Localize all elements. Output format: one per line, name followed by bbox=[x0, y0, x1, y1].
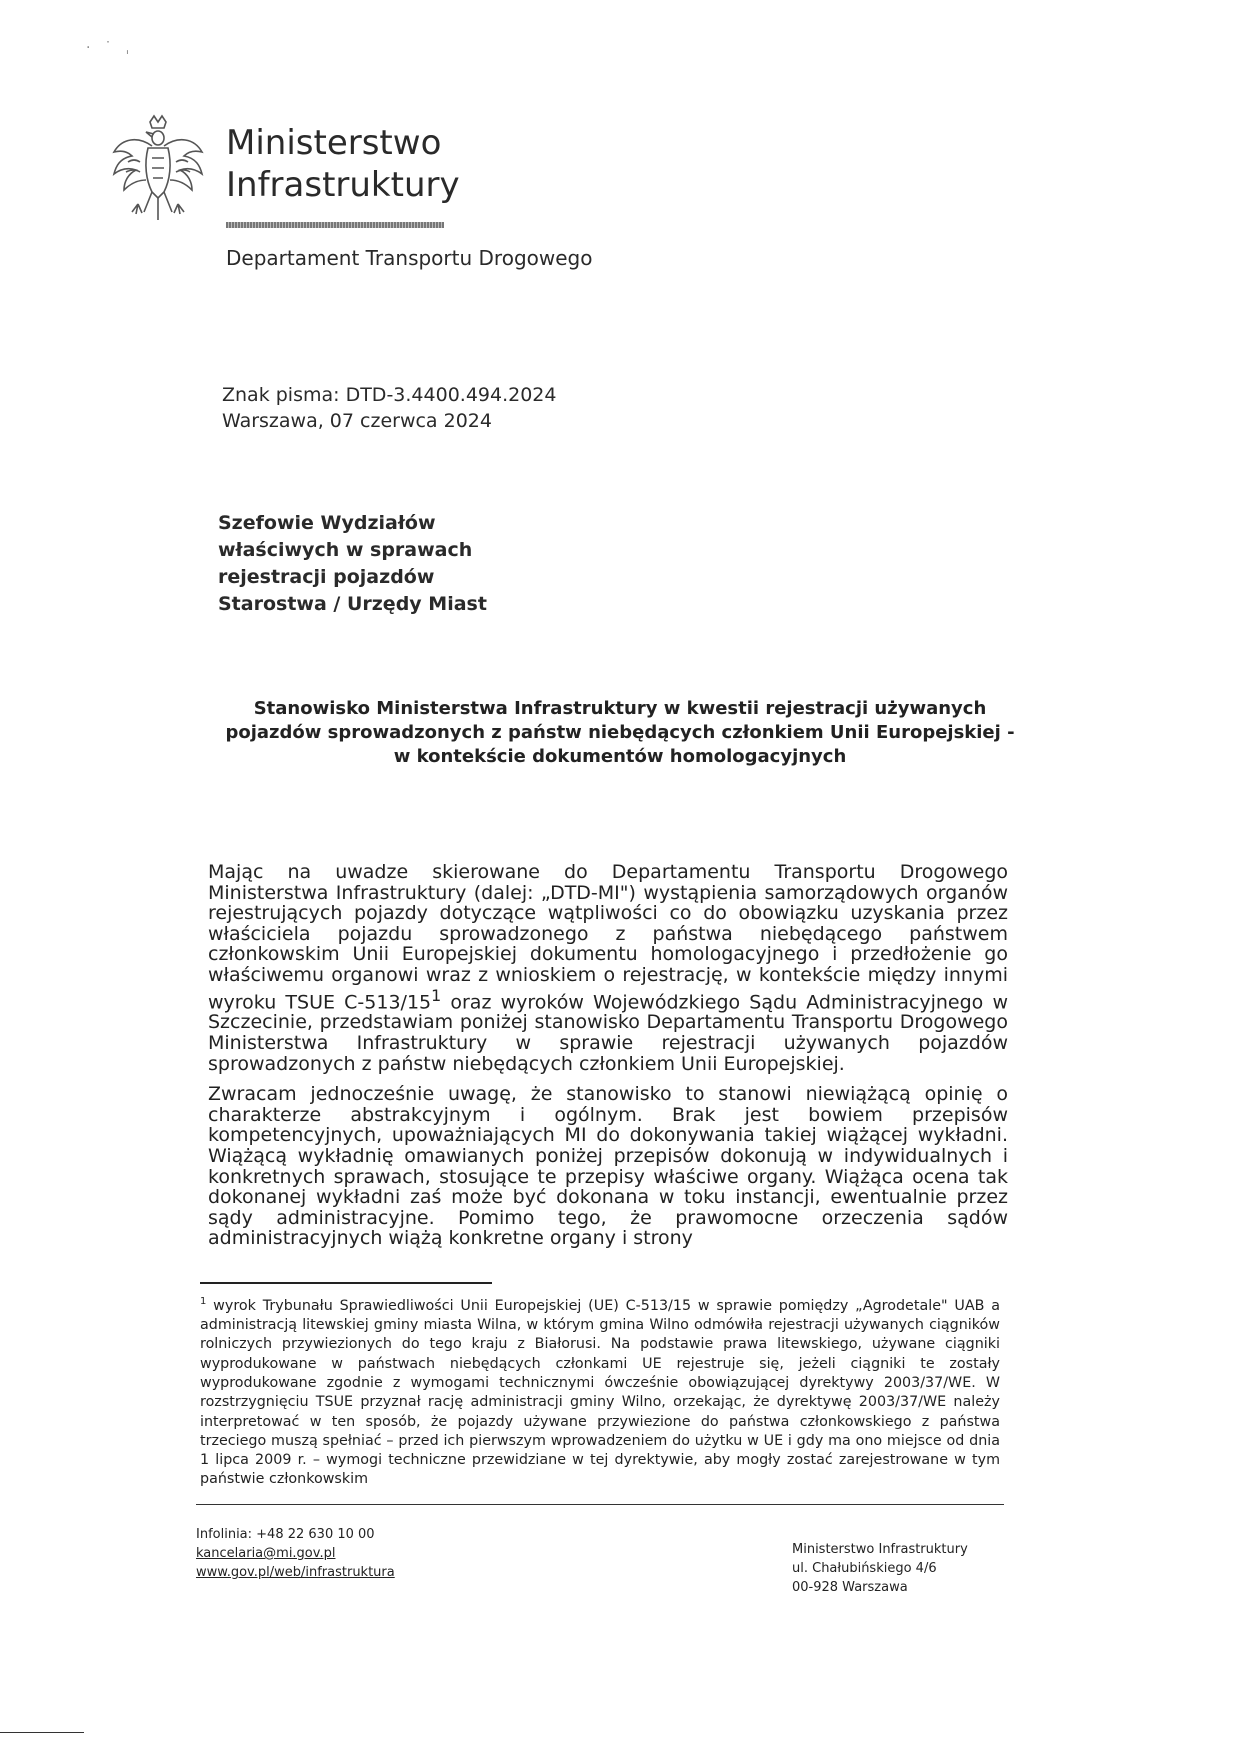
polish-eagle-emblem-icon bbox=[108, 112, 208, 232]
reference-block bbox=[222, 382, 556, 434]
addressee-line: rejestracji pojazdów bbox=[218, 566, 435, 588]
website-link[interactable]: www.gov.pl/web/infrastruktura bbox=[196, 1565, 395, 1580]
scan-edge-mark bbox=[0, 1732, 84, 1733]
footnote-text: wyrok Trybunału Sprawiedliwości Unii Europejskiej (UE) C-513/15 w sprawie pomiędzy „Agrodetale" UAB a administracją litewskiej gminy miasta Wilna, w którym gmina Wilno odmówiła rejestracji używanych ciągników rolniczych przywiezionych do tego kraju z Białorusi. Na podstawie prawa litewskiego, używane ciągniki wyprodukowane w państwach niebędących członkami UE rejestruje się, jeżeli ciągniki te zostały wyprodukowane zgodnie z wymogami technicznymi ówcześnie obowiązującej dyrektywy 2003/37/WE. W rozstrzygnięciu TSUE przyznał rację administracji gminy Wilno, orzekając, że dyrektywę 2003/37/WE należy interpretować w ten sposób, że pojazdy używane przywiezione do państwa członkowskiego z państwa trzeciego muszą spełniać – przed ich pierwszym wprowadzeniem do użytku w UE i gdy ma ono miejsce od dnia 1 lipca 2009 r. – wymogi techniczne przewidziane w tej dyrektywie, aby mogły zostać zarejestrowane w tym państwie członkowskim bbox=[200, 1297, 1000, 1488]
address-line: ul. Chałubińskiego 4/6 bbox=[792, 1561, 937, 1576]
addressee-line: Starostwa / Urzędy Miast bbox=[218, 593, 487, 615]
department-name: Departament Transportu Drogowego bbox=[226, 246, 593, 270]
addressee-line: Szefowie Wydziałów bbox=[218, 512, 436, 534]
footnote-reference: 1 bbox=[431, 985, 442, 1005]
case-number: Znak pisma: DTD-3.4400.494.2024 bbox=[222, 384, 557, 406]
contact-block bbox=[196, 1525, 395, 1582]
header-divider bbox=[226, 222, 444, 228]
address-line: Ministerstwo Infrastruktury bbox=[792, 1542, 968, 1557]
footnote bbox=[200, 1292, 1000, 1490]
footnote-separator bbox=[200, 1282, 492, 1284]
ministry-name-line2: Infrastruktury bbox=[226, 165, 460, 205]
ministry-name-line1: Ministerstwo bbox=[226, 123, 442, 163]
address-block bbox=[792, 1540, 968, 1597]
addressee-block bbox=[218, 510, 487, 618]
body-paragraph-1 bbox=[208, 862, 1008, 1074]
hotline: Infolinia: +48 22 630 10 00 bbox=[196, 1527, 375, 1542]
place-date: Warszawa, 07 czerwca 2024 bbox=[222, 410, 492, 432]
letter-body bbox=[208, 862, 1008, 1259]
paragraph-text: Mając na uwadze skierowane do Departamentu Transportu Drogowego Ministerstwa Infrastruktury (dalej: „DTD-MI") wystąpienia samorządowych organów rejestrujących pojazdy dotyczące wątpliwości co do obowiązku uzyskania przez właściciela pojazdu sprowadzonego z państwa niebędącego państwem członkowskim Unii Europejskiej dokumentu homologacyjnego i przedłożenie go właściwemu organowi wraz z wnioskiem o rejestrację, w kontekście między innymi wyroku TSUE C-513/15 bbox=[208, 861, 1008, 1013]
addressee-line: właściwych w sprawach bbox=[218, 539, 473, 561]
letter-subject: Stanowisko Ministerstwa Infrastruktury w kwestii rejestracji używanych pojazdów sprowadzonych z państw niebędących członkiem Unii Europejskiej - w kontekście dokumentów homologacyjnych bbox=[225, 698, 1015, 767]
ministry-name bbox=[226, 122, 460, 206]
body-paragraph-2: Zwracam jednocześnie uwagę, że stanowisko to stanowi niewiążącą opinię o charakterze abstrakcyjnym i ogólnym. Brak jest bowiem przepisów kompetencyjnych, upoważniających MI do dokonywania takiej wiążącej wykładni. Wiążącą wykładnię omawianych poniżej przepisów dokonują w indywidualnych i konkretnych sprawach, stosujące te przepisy właściwe organy. Wiążąca ocena tak dokonanej wykładni zaś może być dokonana w toku instancji, ewentualnie przez sądy administracyjne. Pomimo tego, że prawomocne orzeczenia sądów administracyjnych wiążą konkretne organy i strony bbox=[208, 1083, 1008, 1250]
scan-specks: ·˙ˌ bbox=[86, 40, 144, 56]
paragraph-text: oraz wyroków Wojewódzkiego Sądu Administracyjnego w Szczecinie, przedstawiam poniżej stanowisko Departamentu Transportu Drogowego Ministerstwa Infrastruktury w sprawie rejestracji używanych pojazdów sprowadzonych z państw niebędących członkiem Unii Europejskiej. bbox=[208, 990, 1008, 1075]
address-line: 00-928 Warszawa bbox=[792, 1580, 908, 1595]
footer-divider bbox=[196, 1504, 1004, 1505]
footnote-number: 1 bbox=[200, 1296, 207, 1307]
email-link[interactable]: kancelaria@mi.gov.pl bbox=[196, 1546, 336, 1561]
